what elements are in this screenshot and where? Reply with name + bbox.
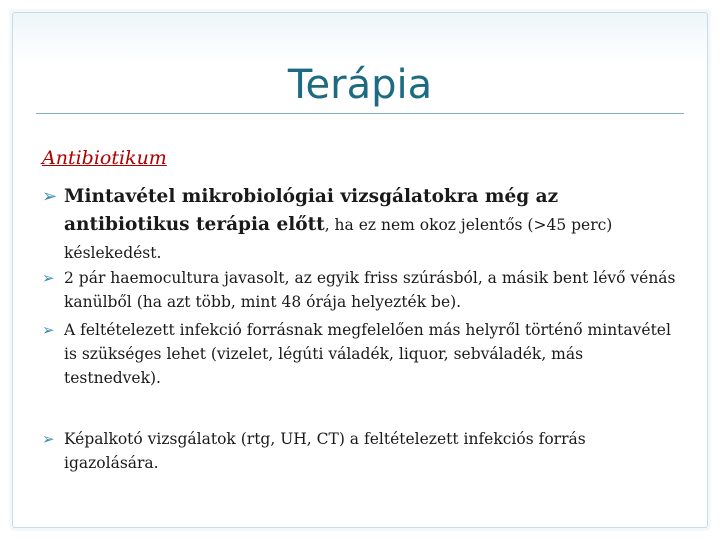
arrowhead-bullet-icon: ➢ <box>42 186 58 207</box>
bullet-text: Képalkotó vizsgálatok (rtg, UH, CT) a feltételezett infekciós forrás igazolására. <box>64 430 586 472</box>
bullet-rest-text: , ha ez nem okoz jelentős (>45 perc) késlekedést. <box>64 216 613 262</box>
bullet-item <box>42 318 682 390</box>
arrowhead-bullet-icon: ➢ <box>42 430 55 448</box>
bullet-item <box>42 266 682 314</box>
bullet-text <box>64 183 682 267</box>
section-heading: Antibiotikum <box>42 147 167 169</box>
bullet-item <box>42 183 682 267</box>
arrowhead-bullet-icon: ➢ <box>42 321 55 339</box>
slide-title: Terápia <box>287 62 433 108</box>
bullet-text: A feltételezett infekció forrásnak megfelelően más helyről történő mintavétel is szükséges lehet (vizelet, légúti váladék, liquor, sebváladék, más testnedvek). <box>64 321 671 387</box>
bullet-strong-text: Mintavétel mikrobiológiai vizsgálatokra még az antibiotikus terápia előtt <box>64 186 559 235</box>
title-divider <box>36 113 684 114</box>
bullet-text: 2 pár haemocultura javasolt, az egyik friss szúrásból, a másik bent lévő vénás kanülből (ha azt több, mint 48 órája helyezték be). <box>64 269 676 311</box>
arrowhead-bullet-icon: ➢ <box>42 269 55 287</box>
bullet-item <box>42 427 682 475</box>
